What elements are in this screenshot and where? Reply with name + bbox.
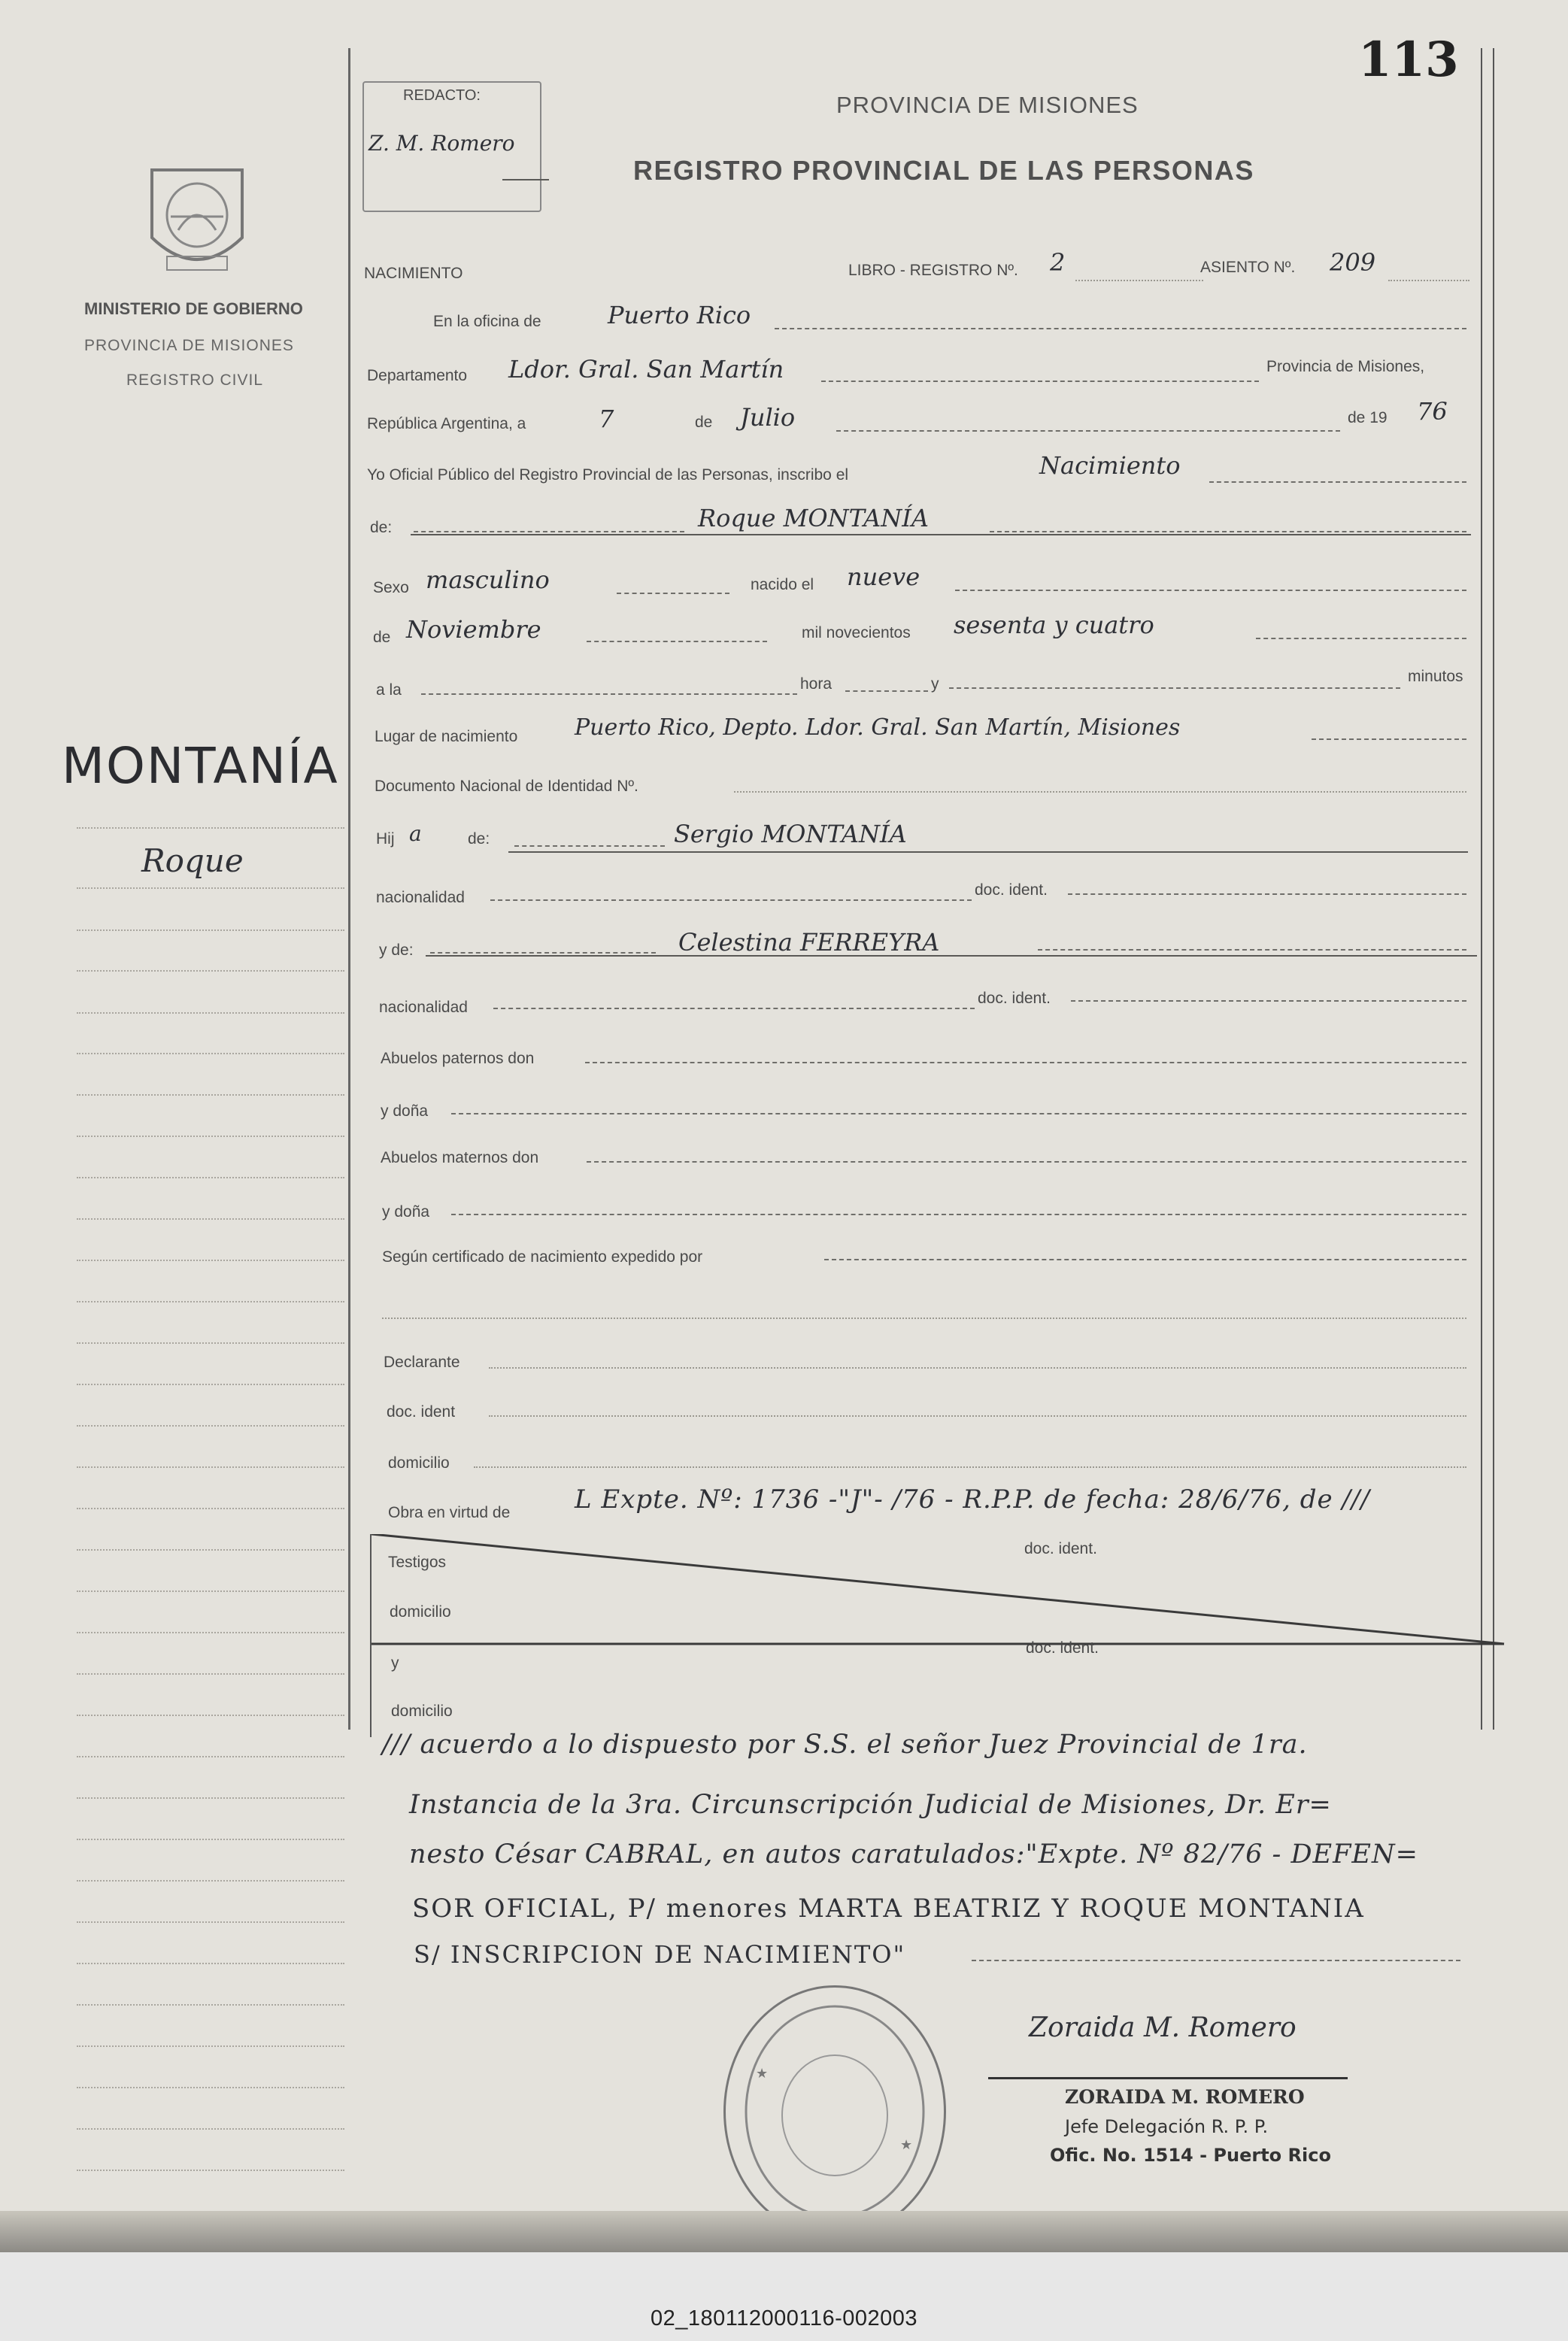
footer-bar	[0, 2252, 1568, 2341]
left-province: PROVINCIA DE MISIONES	[84, 337, 294, 354]
segun-continuation	[382, 1318, 1466, 1319]
docident-1-line	[1068, 893, 1466, 895]
nombre-dash-right	[990, 531, 1466, 532]
signature-title: Jefe Delegación R. P. P.	[1065, 2116, 1269, 2137]
hora-line	[845, 690, 928, 692]
label-segun: Según certificado de nacimiento expedido por	[382, 1248, 703, 1266]
value-anio: 76	[1417, 397, 1448, 426]
label-testigos: Testigos	[388, 1554, 447, 1571]
padre-rule	[508, 851, 1468, 853]
left-surname: MONTANÍA	[62, 737, 339, 795]
label-domicilio-testigo-1: domicilio	[390, 1603, 451, 1621]
signature-handwritten: Zoraida M. Romero	[1029, 2012, 1297, 2043]
value-mes: Julio	[740, 403, 796, 432]
label-docident-testigo-1: doc. ident.	[1024, 1540, 1097, 1557]
signature-office: Ofic. No. 1514 - Puerto Rico	[1050, 2145, 1331, 2166]
label-provincia: Provincia de Misiones,	[1266, 358, 1425, 375]
oficial-line	[1209, 481, 1466, 483]
label-declarante: Declarante	[384, 1354, 460, 1371]
oficina-line	[775, 328, 1466, 329]
left-ministry: MINISTERIO DE GOBIERNO	[84, 299, 303, 318]
value-padre: Sergio MONTANÍA	[674, 820, 907, 848]
right-margin-rule	[1481, 48, 1482, 1730]
value-sexo: masculino	[426, 566, 550, 594]
emblem-icon	[144, 155, 250, 281]
value-hij: a	[409, 821, 422, 846]
minutos-line	[949, 687, 1400, 689]
docident-2-line	[1071, 1000, 1466, 1002]
value-oficina: Puerto Rico	[608, 301, 751, 329]
label-sexo: Sexo	[373, 579, 409, 596]
redacto-signature: Z. M. Romero	[368, 131, 515, 156]
madre-rule	[426, 955, 1477, 957]
asiento-dots	[1388, 280, 1469, 281]
republica-line	[836, 430, 1340, 432]
anio-nac-line	[1256, 638, 1466, 639]
testigos-cancel-line	[372, 1534, 1507, 1647]
padre-dash-left	[514, 845, 665, 847]
lugar-line	[1312, 738, 1466, 740]
label-nacionalidad-1: nacionalidad	[376, 889, 465, 906]
redacto-label: REDACTO:	[403, 87, 481, 104]
label-oficina: En la oficina de	[433, 313, 541, 330]
signature-name: ZORAIDA M. ROMERO	[1065, 2086, 1305, 2108]
redacto-underline	[502, 179, 549, 180]
label-nacido: nacido el	[751, 576, 814, 593]
segun-line	[824, 1259, 1466, 1260]
label-de-mes: de	[373, 629, 391, 646]
value-obra: L Expte. Nº: 1736 -"J"- /76 - R.P.P. de fecha: 28/6/76, de ///	[575, 1484, 1370, 1515]
left-given-name: Roque	[141, 842, 244, 879]
label-y: y	[931, 675, 939, 693]
nacionalidad-2-line	[493, 1008, 975, 1009]
sexo-dash	[617, 593, 729, 594]
value-anio-nac: sesenta y cuatro	[954, 611, 1154, 639]
note-line-5: S/ INSCRIPCION DE NACIMIENTO"	[414, 1940, 906, 1969]
label-minutos: minutos	[1408, 668, 1463, 685]
label-hij: Hij	[376, 830, 395, 848]
abuelos-maternos-line	[587, 1161, 1466, 1163]
note-line-4: SOR OFICIAL, P/ menores MARTA BEATRIZ Y ROQUE MONTANIA	[412, 1894, 1365, 1924]
label-hij-de: de:	[468, 830, 490, 848]
value-madre: Celestina FERREYRA	[678, 928, 940, 957]
label-obra: Obra en virtud de	[388, 1504, 511, 1521]
label-documento: Documento Nacional de Identidad Nº.	[375, 778, 638, 795]
nacionalidad-1-line	[490, 899, 972, 901]
value-oficial: Nacimiento	[1039, 451, 1181, 480]
note-end-dash	[972, 1960, 1460, 1961]
domicilio-declarante-dots	[474, 1466, 1466, 1468]
nombre-rule	[411, 534, 1471, 535]
label-domicilio-testigo-2: domicilio	[391, 1703, 453, 1720]
nombre-dash-left	[414, 531, 684, 532]
label-asiento: ASIENTO Nº.	[1200, 259, 1296, 276]
ala-line	[421, 693, 797, 695]
bottom-binding-shadow	[0, 2211, 1568, 2252]
value-libro: 2	[1050, 248, 1066, 277]
right-edge-rule	[1493, 48, 1494, 1730]
label-nacimiento: NACIMIENTO	[364, 265, 463, 282]
label-domicilio-declarante: domicilio	[388, 1454, 450, 1472]
note-line-3: nesto César CABRAL, en autos caratulados:"Expte. Nº 82/76 - DEFEN=	[409, 1839, 1418, 1869]
label-ydona-1: y doña	[381, 1102, 429, 1120]
label-de: de	[695, 414, 713, 431]
value-mes-nac: Noviembre	[406, 615, 541, 644]
left-civil: REGISTRO CIVIL	[126, 371, 264, 389]
value-asiento: 209	[1330, 248, 1376, 277]
madre-dash-left	[430, 952, 656, 954]
documento-dots	[734, 791, 1466, 793]
nacido-line	[955, 590, 1466, 591]
svg-text:★: ★	[900, 2137, 913, 2152]
header-registry: REGISTRO PROVINCIAL DE LAS PERSONAS	[633, 155, 1254, 186]
madre-dash-right	[1038, 949, 1466, 951]
libro-dots	[1075, 280, 1203, 281]
label-ydona-2: y doña	[382, 1203, 430, 1221]
label-lugar: Lugar de nacimiento	[375, 728, 518, 745]
label-abuelos-paternos: Abuelos paternos don	[381, 1050, 535, 1067]
label-de-anio: de 19	[1348, 409, 1388, 426]
value-departamento: Ldor. Gral. San Martín	[508, 355, 784, 384]
label-nacionalidad-2: nacionalidad	[379, 999, 468, 1016]
registry-seal	[723, 1985, 946, 2238]
label-mil: mil novecientos	[802, 624, 911, 641]
declarante-dots	[489, 1367, 1466, 1369]
label-hora: hora	[800, 675, 833, 693]
label-docident-2: doc. ident.	[978, 990, 1051, 1007]
docident-declarante-dots	[489, 1415, 1466, 1417]
left-margin-rule	[348, 48, 350, 1730]
provincial-emblem	[144, 155, 250, 281]
value-nacido: nueve	[847, 563, 920, 591]
signature-line	[988, 2077, 1348, 2079]
label-libro: LIBRO - REGISTRO Nº.	[848, 262, 1018, 279]
seal-icon	[726, 1988, 944, 2236]
page-number: 113	[1358, 32, 1459, 88]
label-republica: República Argentina, a	[367, 415, 526, 432]
label-docident-1: doc. ident.	[975, 881, 1048, 899]
redacto-box	[362, 81, 541, 212]
departamento-line	[821, 381, 1259, 382]
label-abuelos-maternos: Abuelos maternos don	[381, 1149, 539, 1166]
label-ala: a la	[376, 681, 402, 699]
label-y-testigo: y	[391, 1654, 399, 1672]
label-docident-declarante: doc. ident	[387, 1403, 456, 1421]
abuelos-paternos-line	[585, 1062, 1466, 1063]
value-dia: 7	[599, 405, 614, 433]
label-departamento: Departamento	[367, 367, 468, 384]
ydona-1-line	[451, 1113, 1466, 1114]
mes-nac-dash	[587, 641, 767, 642]
value-lugar: Puerto Rico, Depto. Ldor. Gral. San Martín, Misiones	[575, 714, 1181, 741]
label-de-nombre: de:	[370, 519, 393, 536]
label-docident-testigo-2: doc. ident.	[1026, 1639, 1099, 1657]
label-oficial: Yo Oficial Público del Registro Provincial de las Personas, inscribo el	[367, 466, 849, 484]
svg-text:★: ★	[756, 2066, 769, 2081]
value-nombre: Roque MONTANÍA	[698, 504, 930, 532]
image-filename: 02_180112000116-002003	[650, 2306, 918, 2330]
note-line-2: Instancia de la 3ra. Circunscripción Judicial de Misiones, Dr. Er=	[409, 1790, 1332, 1820]
ydona-2-line	[451, 1214, 1466, 1215]
header-province: PROVINCIA DE MISIONES	[836, 92, 1139, 118]
note-line-1: /// acuerdo a lo dispuesto por S.S. el señor Juez Provincial de 1ra.	[382, 1730, 1308, 1760]
label-yde: y de:	[379, 942, 414, 959]
